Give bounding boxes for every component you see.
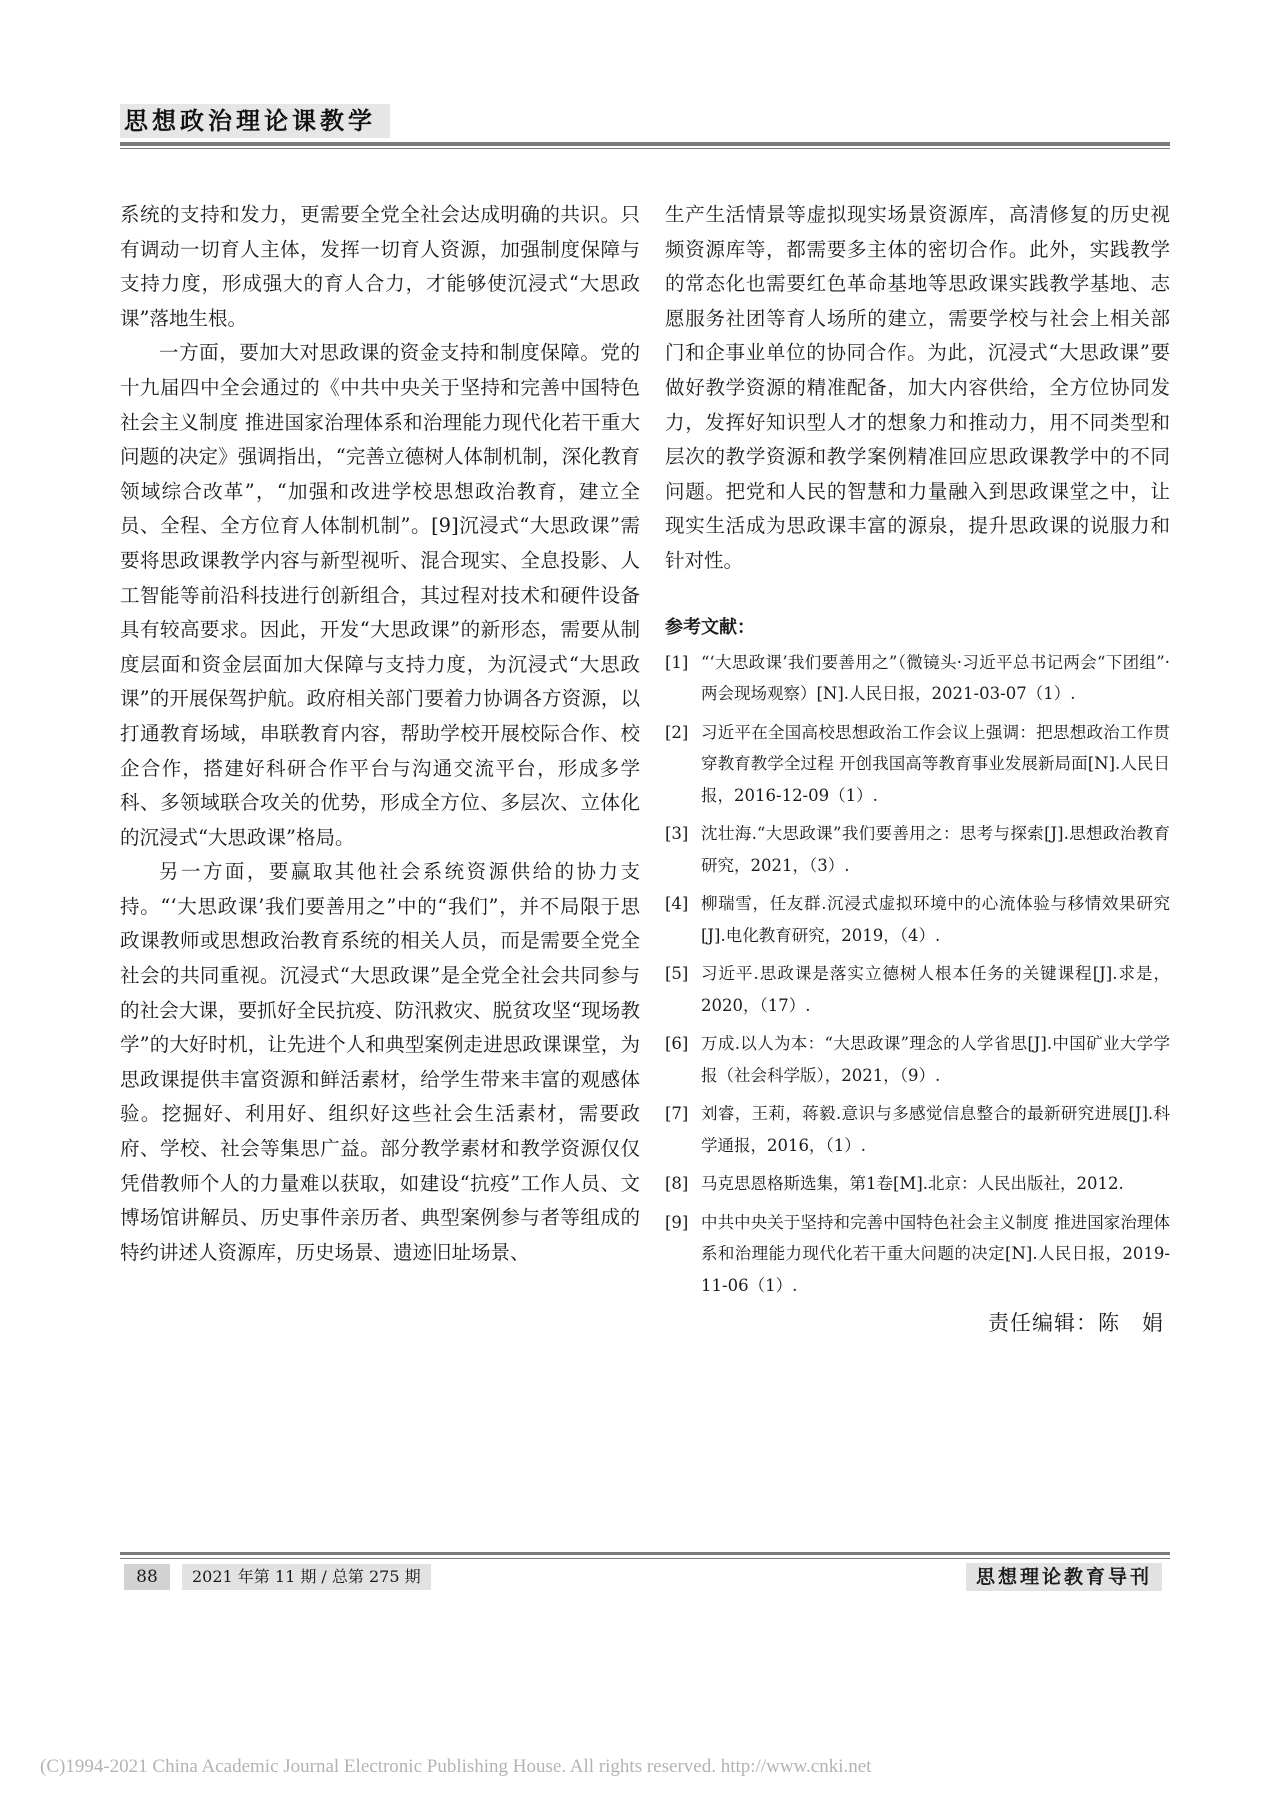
reference-text: 习近平.思政课是落实立德树人根本任务的关键课程[J].求是，2020，（17）.: [701, 964, 1170, 1015]
running-footer: [120, 1552, 1170, 1592]
journal-name: 思想理论教育导刊: [966, 1563, 1162, 1591]
reference-item: [665, 958, 1170, 1021]
reference-number: [6]: [665, 1034, 689, 1054]
reference-text: 习近平在全国高校思想政治工作会议上强调：把思想政治工作贯穿教育教学全过程 开创我国高等教育事业发展新局面[N].人民日报，2016-12-09（1）.: [701, 722, 1170, 805]
reference-item: [665, 1207, 1170, 1302]
footer-rule-thin: [120, 1558, 1170, 1559]
reference-text: “‘大思政课’我们要善用之”（微镜头·习近平总书记两会“下团组”·两会现场观察）[N].人民日报，2021-03-07（1）.: [701, 652, 1170, 704]
reference-number: [8]: [665, 1174, 689, 1194]
page-number: 88: [124, 1564, 170, 1590]
reference-item: [665, 647, 1170, 710]
paragraph: 系统的支持和发力，更需要全党全社会达成明确的共识。只有调动一切育人主体，发挥一切育人资源，加强制度保障与支持力度，形成强大的育人合力，才能够使沉浸式“大思政课”落地生根。: [120, 203, 640, 330]
reference-item: [665, 1028, 1170, 1091]
reference-text: 中共中央关于坚持和完善中国特色社会主义制度 推进国家治理体系和治理能力现代化若干重大问题的决定[N].人民日报，2019-11-06（1）.: [701, 1212, 1170, 1295]
reference-text: 刘睿，王莉，蒋毅.意识与多感觉信息整合的最新研究进展[J].科学通报，2016，（1）.: [701, 1104, 1170, 1155]
left-column: [120, 198, 640, 1270]
reference-number: [2]: [665, 722, 689, 742]
reference-text: 柳瑞雪，任友群.沉浸式虚拟环境中的心流体验与移情效果研究[J].电化教育研究，2019，（4）.: [701, 894, 1170, 945]
running-header: [120, 104, 1170, 140]
reference-number: [1]: [665, 652, 689, 672]
reference-text: 万成.以人为本：“大思政课”理念的人学省思[J].中国矿业大学学报（社会科学版），2021，（9）.: [701, 1034, 1170, 1085]
copyright-watermark: (C)1994-2021 China Academic Journal Electronic Publishing House. All rights reserved. http://www.cnki.net: [40, 1756, 872, 1777]
paragraph: 另一方面，要赢取其他社会系统资源供给的协力支持。“‘大思政课’我们要善用之”中的“我们”，并不局限于思政课教师或思想政治教育系统的相关人员，而是需要全党全社会的共同重视。沉浸式“大思政课”是全党全社会共同参与的社会大课，要抓好全民抗疫、防汛救灾、脱贫攻坚“现场教学”的大好时机，让先进个人和典型案例走进思政课课堂，为思政课提供丰富资源和鲜活素材，给学生带来丰富的观感体验。挖掘好、利用好、组织好这些社会生活素材，需要政府、学校、社会等集思广益。部分教学素材和教学资源仅仅凭借教师个人的力量难以获取，如建设“抗疫”工作人员、文博场馆讲解员、历史事件亲历者、典型案例参与者等组成的特约讲述人资源库，历史场景、遗迹旧址场景、: [120, 860, 640, 1264]
reference-item: [665, 818, 1170, 881]
reference-item: [665, 1168, 1170, 1200]
section-title: 思想政治理论课教学: [120, 104, 390, 138]
reference-number: [4]: [665, 894, 689, 914]
reference-text: 沈壮海.“大思政课”我们要善用之：思考与探索[J].思想政治教育研究，2021，（3）.: [701, 824, 1170, 875]
header-rule-thin: [120, 148, 1170, 149]
references-list: [665, 647, 1170, 1302]
footer-rule: [120, 1552, 1170, 1555]
issue-info: 2021 年第 11 期 / 总第 275 期: [182, 1564, 431, 1590]
reference-item: [665, 888, 1170, 951]
reference-number: [7]: [665, 1104, 689, 1124]
paragraph: 一方面，要加大对思政课的资金支持和制度保障。党的十九届四中全会通过的《中共中央关于坚持和完善中国特色社会主义制度 推进国家治理体系和治理能力现代化若干重大问题的决定》强调指出，“完善立德树人体制机制，深化教育领域综合改革”，“加强和改进学校思想政治教育，建立全员、全程、全方位育人体制机制”。[9]沉浸式“大思政课”需要将思政课教学内容与新型视听、混合现实、全息投影、人工智能等前沿科技进行创新组合，其过程对技术和硬件设备具有较高要求。因此，开发“大思政课”的新形态，需要从制度层面和资金层面加大保障与支持力度，为沉浸式“大思政课”的开展保驾护航。政府相关部门要着力协调各方资源，以打通教育场域，串联教育内容，帮助学校开展校际合作、校企合作，搭建好科研合作平台与沟通交流平台，形成多学科、多领域联合攻关的优势，形成全方位、多层次、立体化的沉浸式“大思政课”格局。: [120, 341, 640, 849]
responsible-editor: 责任编辑：陈 娟: [988, 1311, 1164, 1336]
reference-number: [3]: [665, 824, 689, 844]
reference-number: [9]: [665, 1212, 689, 1232]
header-rule: [120, 142, 1170, 146]
reference-text: 马克思恩格斯选集，第1卷[M].北京：人民出版社，2012.: [701, 1174, 1124, 1194]
paragraph: 生产生活情景等虚拟现实场景资源库，高清修复的历史视频资源库等，都需要多主体的密切合作。此外，实践教学的常态化也需要红色革命基地等思政课实践教学基地、志愿服务社团等育人场所的建立，需要学校与社会上相关部门和企事业单位的协同合作。为此，沉浸式“大思政课”要做好教学资源的精准配备，加大内容供给，全方位协同发力，发挥好知识型人才的想象力和推动力，用不同类型和层次的教学资源和教学案例精准回应思政课教学中的不同问题。把党和人民的智慧和力量融入到思政课堂之中，让现实生活成为思政课丰富的源泉，提升思政课的说服力和针对性。: [665, 203, 1170, 572]
references-heading: 参考文献：: [665, 616, 755, 638]
right-column: [665, 198, 1170, 1338]
reference-item: [665, 717, 1170, 812]
reference-number: [5]: [665, 964, 689, 984]
reference-item: [665, 1098, 1170, 1161]
